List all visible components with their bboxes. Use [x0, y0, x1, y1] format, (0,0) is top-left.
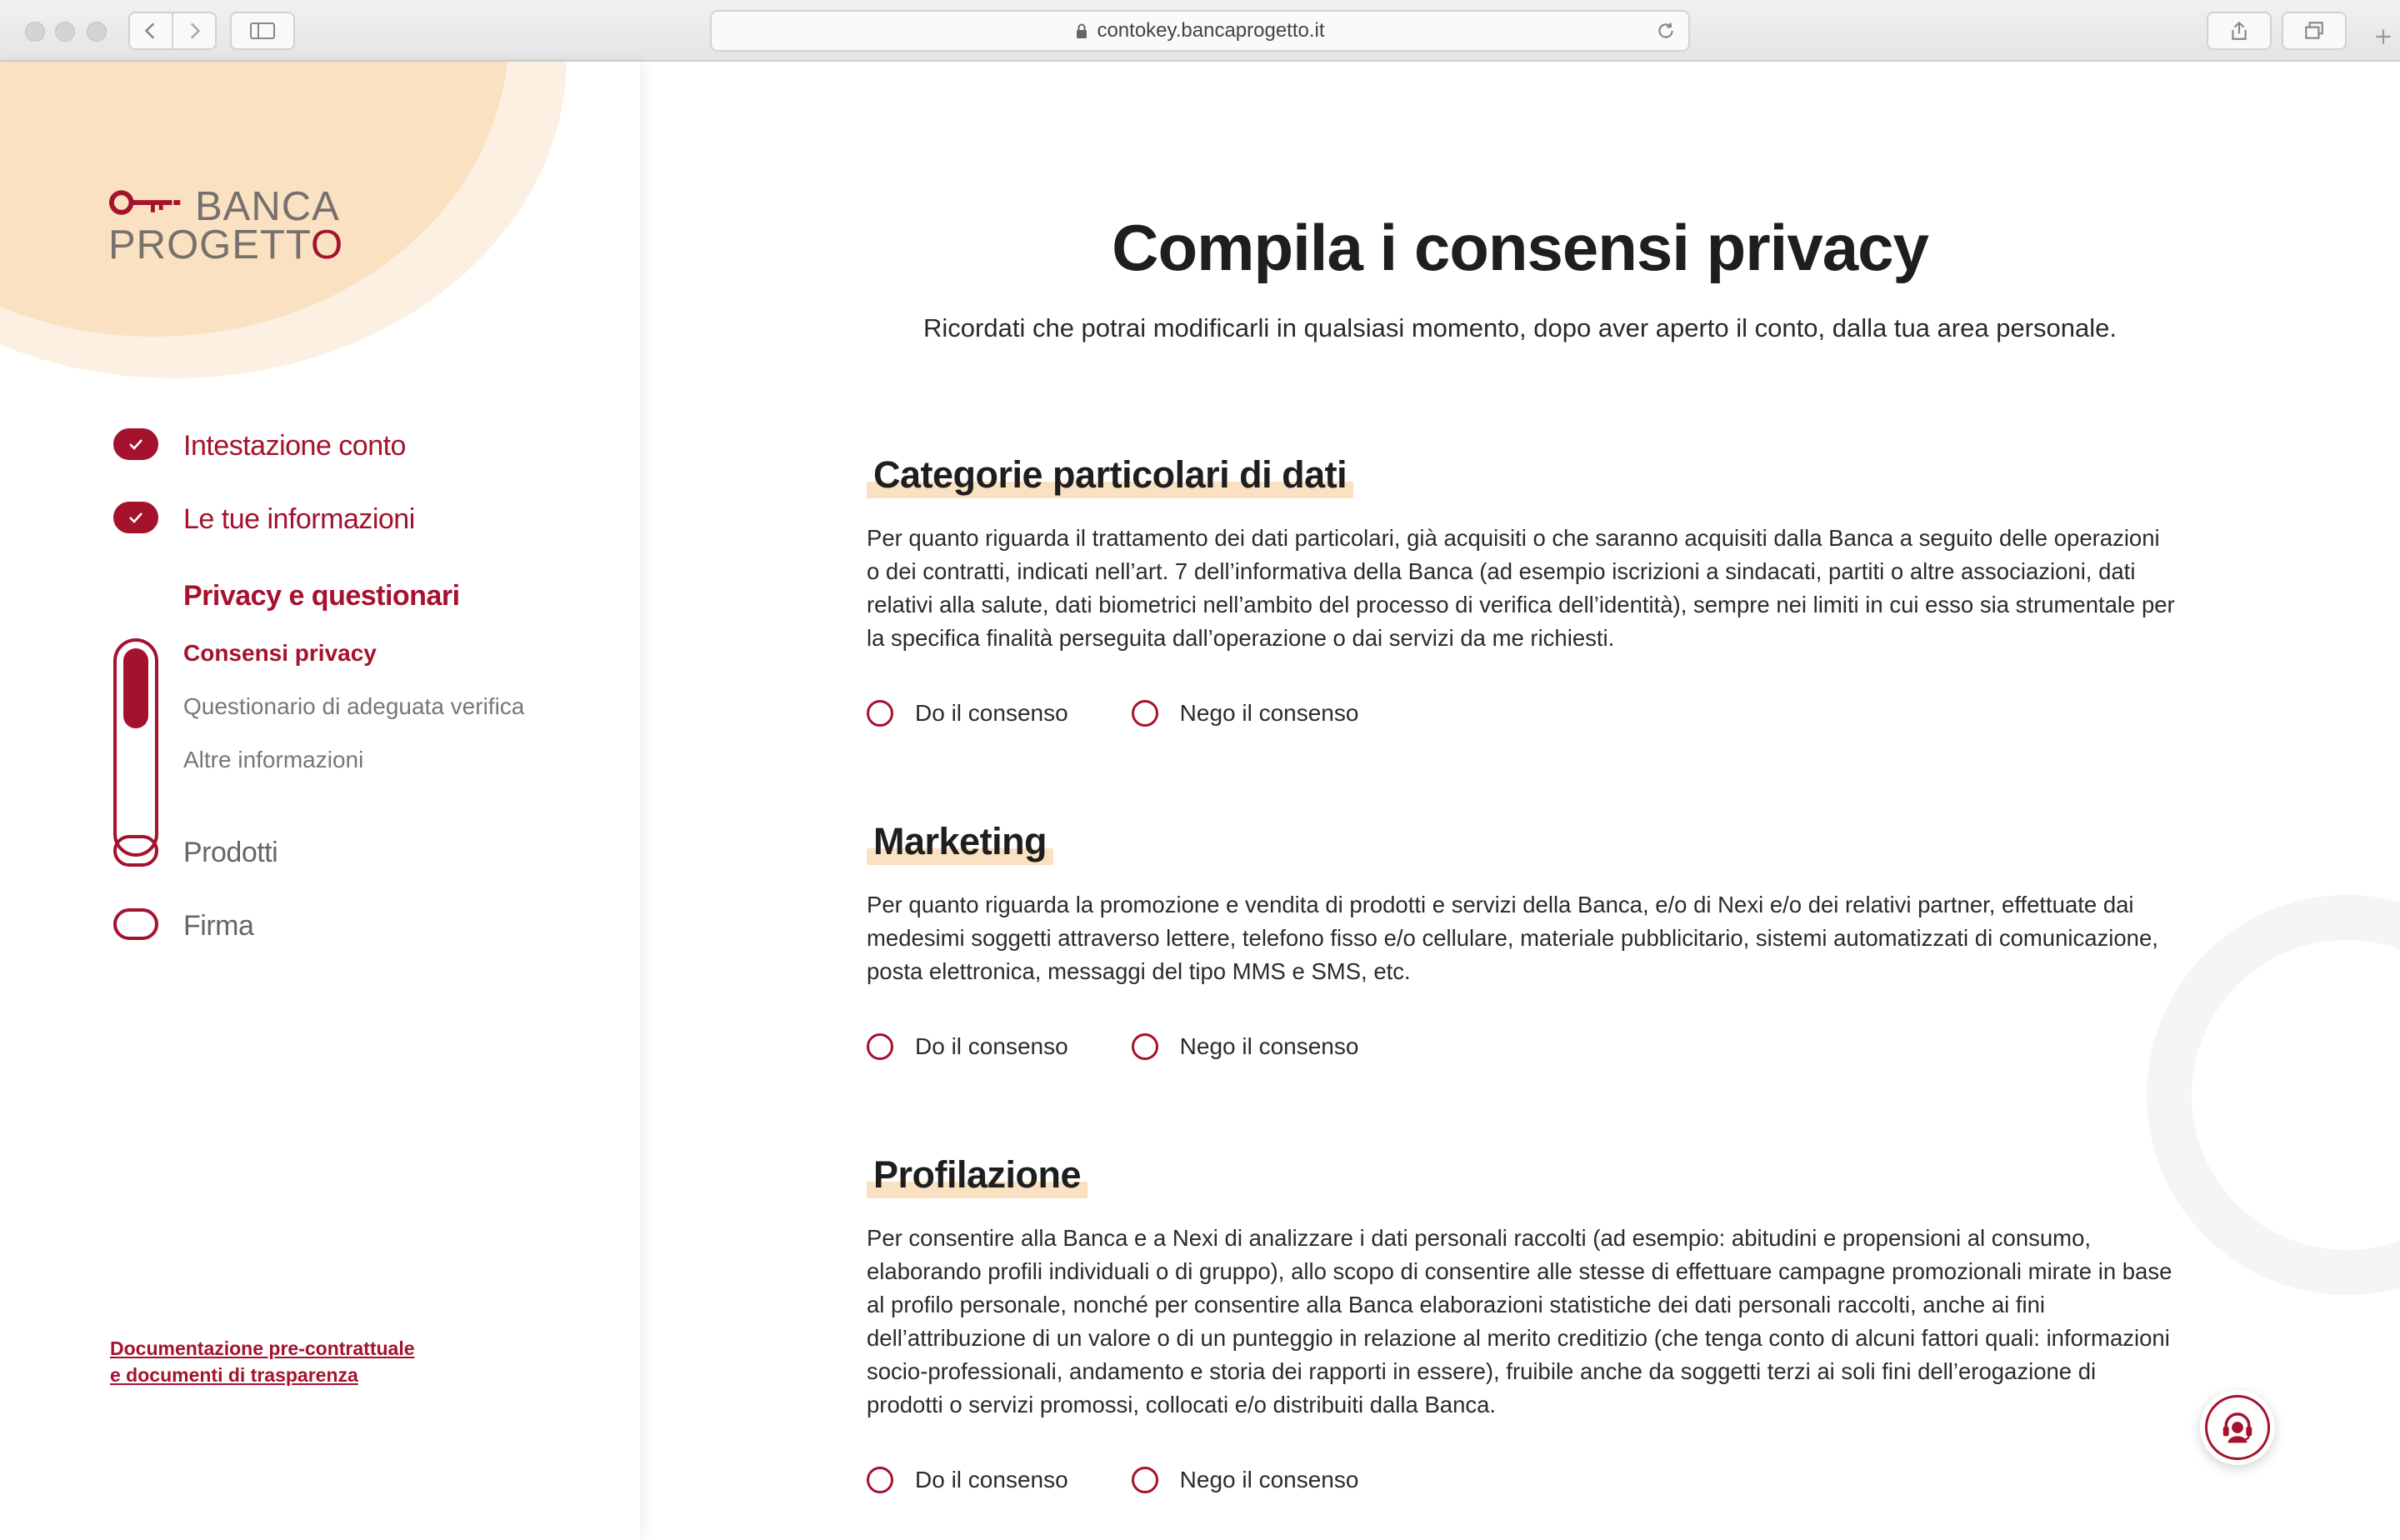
radio-label[interactable]: Do il consenso — [915, 700, 1068, 726]
consent-no-radio[interactable] — [1132, 700, 1359, 727]
sidebar-step-privacy-e-questionari[interactable]: Privacy e questionari — [183, 580, 460, 612]
step-progress-fill — [123, 648, 148, 728]
section-description: Per consentire alla Banca e a Nexi di analizzare i dati personali raccolti (ad esempio: abitudini e propensioni al consumo, elaborando profili individuali o di gruppo), allo scopo di consentire alle stesse di effettuare campagne promozionali mirate in base al profilo personale, nonché per consentire alla Banca elaborazioni statistiche dei dati personali raccolti, anche ai fini dell’attribuzione di un valore o di un punteggio in relazione al merito creditizio (che tenga conto di alcuni fattori quali: informazioni socio-professionali, andamento e storia dei rapporti in essere), fruibile anche da soggetti terzi ai soli fini dell’erogazione di prodotti o servizi promossi, collocati e/o distribuiti dalla Banca. — [867, 1225, 2172, 1418]
consent-yes-radio[interactable] — [867, 700, 1068, 727]
chevron-right-icon — [183, 20, 205, 42]
step-pending-indicator — [113, 908, 158, 940]
consent-radio-group — [867, 1033, 2175, 1060]
consent-radio-group — [867, 1467, 2175, 1493]
section-heading: Marketing — [867, 820, 1053, 863]
browser-toolbar — [0, 0, 2400, 62]
plus-icon — [2372, 26, 2394, 48]
logo-text-progetto: PROGETTO — [108, 222, 344, 268]
radio-label[interactable]: Do il consenso — [915, 1467, 1068, 1492]
share-icon — [2228, 20, 2250, 42]
decorative-ring — [2147, 895, 2400, 1295]
documentation-link-line2[interactable]: e documenti di trasparenza — [110, 1364, 358, 1386]
address-bar[interactable] — [710, 10, 1690, 52]
headset-support-icon — [2218, 1408, 2257, 1447]
radio-circle-icon[interactable] — [867, 1033, 893, 1060]
close-window-button[interactable] — [25, 22, 45, 42]
sidebar-step-intestazione-conto[interactable]: Intestazione conto — [183, 430, 406, 462]
consent-section-profilazione — [867, 1153, 2175, 1493]
progress-sidebar — [0, 62, 640, 1540]
logo-text-banca: BANCA — [195, 184, 340, 229]
share-button[interactable] — [2207, 12, 2272, 50]
consent-yes-radio[interactable] — [867, 1033, 1068, 1060]
consent-section-categorie — [867, 453, 2175, 727]
tabs-overview-button[interactable] — [2282, 12, 2347, 50]
step-progress-track — [113, 638, 158, 857]
sidebar-step-firma: Firma — [183, 910, 254, 942]
url-text: contokey.bancaprogetto.it — [1097, 19, 1325, 42]
reload-icon[interactable] — [1655, 20, 1677, 42]
tabs-icon — [2303, 20, 2325, 42]
minimize-window-button[interactable] — [55, 22, 75, 42]
consent-radio-group — [867, 700, 2175, 727]
sidebar-substep-consensi-privacy[interactable]: Consensi privacy — [183, 640, 377, 666]
consent-yes-radio[interactable] — [867, 1467, 1068, 1493]
key-logo-icon — [108, 188, 190, 222]
documentation-link[interactable] — [110, 1335, 415, 1388]
zoom-window-button[interactable] — [87, 22, 107, 42]
section-heading: Categorie particolari di dati — [867, 453, 1353, 497]
back-button[interactable] — [128, 12, 173, 50]
sidebar-icon — [249, 20, 276, 42]
help-support-button[interactable] — [2200, 1390, 2275, 1465]
main-content — [640, 62, 2400, 1540]
step-pending-indicator — [113, 835, 158, 867]
radio-label[interactable]: Nego il consenso — [1179, 1467, 1359, 1492]
forward-button[interactable] — [172, 12, 217, 50]
new-tab-button[interactable] — [2367, 17, 2400, 57]
section-description: Per quanto riguarda la promozione e vendita di prodotti e servizi della Banca, e/o di Nexi e/o dei relativi partner, effettuate dai medesimi soggetti attraverso lettere, telefono fisso e/o cellulare, materiale pubblicitario, sistemi automatizzati di comunicazione, posta elettronica, messaggi del tipo MMS e SMS, etc. — [867, 892, 2158, 984]
radio-label[interactable]: Nego il consenso — [1179, 700, 1359, 726]
radio-circle-icon[interactable] — [1132, 700, 1158, 727]
radio-label[interactable]: Do il consenso — [915, 1033, 1068, 1059]
consent-section-marketing — [867, 820, 2175, 1060]
radio-circle-icon[interactable] — [867, 1467, 893, 1493]
sidebar-substep-altre-informazioni: Altre informazioni — [183, 747, 364, 772]
page-title: Compila i consensi privacy — [1112, 211, 1928, 284]
section-description: Per quanto riguarda il trattamento dei dati particolari, già acquisiti o che saranno acquisiti dalla Banca a seguito delle operazioni o dei contratti, indicati nell’art. 7 dell’informativa della Banca (ad esempio iscrizioni a sindacati, partiti o altre associazioni, dati relativi alla salute, dati biometrici nell’ambito del processo di verifica dell’identità), sempre nei limiti in cui esso sia strumentale per la specifica finalità perseguita dall’operazione o dai servizi da me richiesti. — [867, 525, 2175, 651]
radio-circle-icon[interactable] — [1132, 1033, 1158, 1060]
radio-circle-icon[interactable] — [1132, 1467, 1158, 1493]
sidebar-substep-questionario: Questionario di adeguata verifica — [183, 693, 525, 719]
check-icon — [126, 508, 146, 528]
lock-icon — [1075, 22, 1088, 39]
consent-no-radio[interactable] — [1132, 1033, 1359, 1060]
help-button-ring[interactable] — [2205, 1395, 2270, 1460]
radio-circle-icon[interactable] — [867, 700, 893, 727]
section-heading: Profilazione — [867, 1153, 1088, 1197]
banca-progetto-logo[interactable] — [108, 184, 375, 270]
step-done-indicator — [113, 428, 158, 460]
chevron-left-icon — [140, 20, 162, 42]
page-subtitle: Ricordati che potrai modificarli in qualsiasi momento, dopo aver aperto il conto, dalla tua area personale. — [923, 313, 2117, 342]
sidebar-toggle-button[interactable] — [230, 12, 295, 50]
sidebar-step-prodotti: Prodotti — [183, 837, 278, 868]
documentation-link-line1[interactable]: Documentazione pre-contrattuale — [110, 1338, 415, 1359]
step-done-indicator — [113, 502, 158, 533]
consent-no-radio[interactable] — [1132, 1467, 1359, 1493]
radio-label[interactable]: Nego il consenso — [1179, 1033, 1359, 1059]
check-icon — [126, 434, 146, 454]
sidebar-step-le-tue-informazioni[interactable]: Le tue informazioni — [183, 503, 415, 535]
